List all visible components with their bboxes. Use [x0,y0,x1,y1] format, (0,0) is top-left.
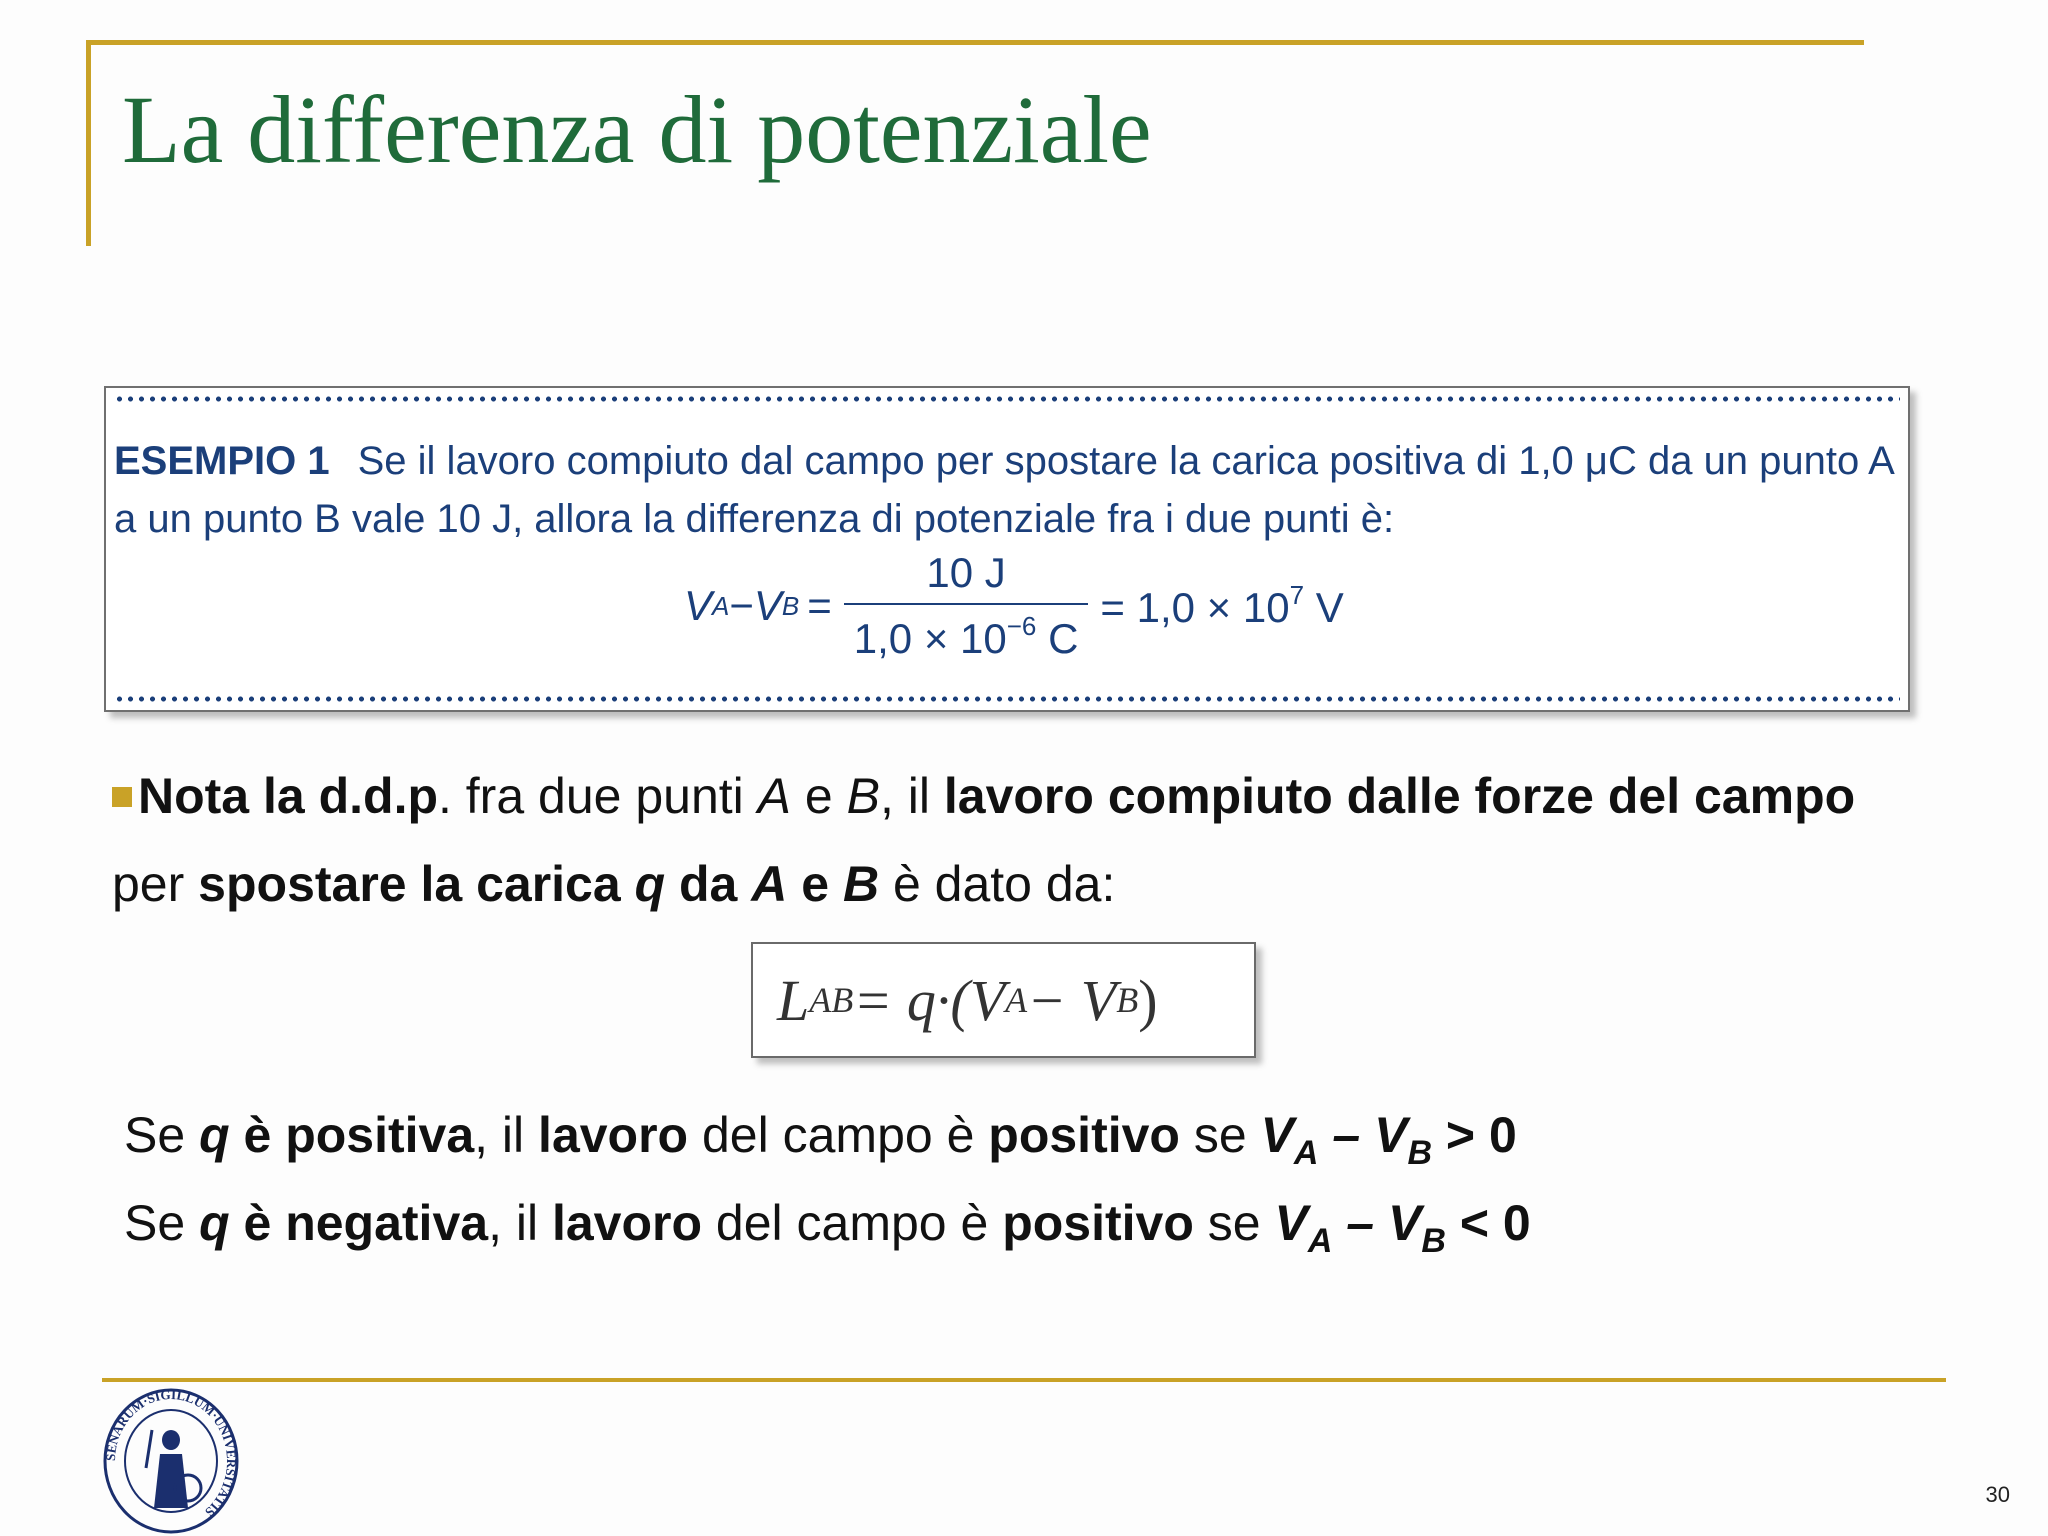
example-formula: V A − V B = $\frac{10 J}{1,0 \times 10^{-6} C}$ = $1,0 \times 10^7$ V [684,549,1344,662]
note-paragraph: Nota la d.d.p. fra due punti A e B, il lavoro compiuto dalle forze del campo per spostare la carica q da A e B è dato da: [112,768,1856,912]
left-accent-line [86,40,91,246]
svg-text:SENARUM·SIGILLUM·UNIVERSITATIS: SENARUM·SIGILLUM·UNIVERSITATIS [102,1388,240,1520]
example-text [114,432,1904,548]
university-seal-logo [102,1388,240,1534]
dotted-border-top [114,396,1900,402]
page-number: 30 [1985,1482,2010,1507]
example-label: ESEMPIO 1 [114,439,330,483]
fraction [844,549,1089,663]
top-accent-line [86,40,1864,45]
fraction-denominator: $1,0 \times 10^{-6}$ C [844,603,1089,663]
rule-line-negative: Se q è negativa, il lavoro del campo è positivo se $V_A - V_B < 0$ [124,1195,1531,1260]
example-body: Se il lavoro compiuto dal campo per spostare la carica positiva di 1,0 μC da un punto A a un punto B vale 10 J, allora la differenza di potenziale fra i due punti è: [114,439,1893,541]
dotted-border-bottom [114,696,1900,702]
bullet-square-icon [112,787,132,807]
work-formula-box: L AB = q·(V A − V B ) [751,942,1256,1058]
example-box [104,386,1910,712]
rule-line-positive: Se q è positiva, il lavoro del campo è positivo se $V_A - V_B > 0$ [124,1107,1517,1172]
slide-title: La differenza di potenziale [122,76,1152,183]
formula-result: = $1,0 \times 10^7$ V [1100,580,1344,631]
fraction-numerator: 10 J [926,549,1006,596]
bottom-accent-line [102,1378,1946,1382]
